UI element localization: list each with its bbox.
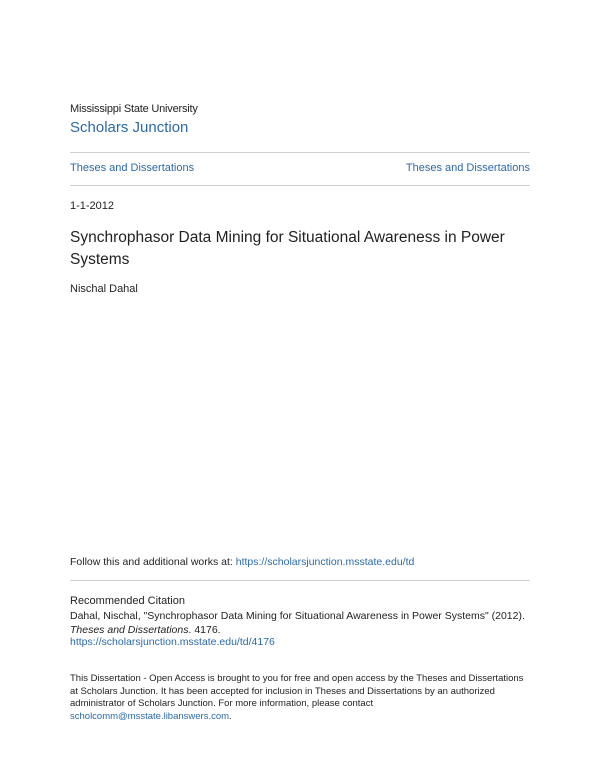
collection-link-right[interactable]: Theses and Dissertations [405,162,530,174]
author-name: Nischal Dahal [70,283,138,295]
follow-url-link[interactable]: https://scholarsjunction.msstate.edu/td [235,556,415,568]
citation-number: . 4176. [188,624,221,636]
access-notice [70,673,530,723]
contact-email-link[interactable]: scholcomm@msstate.libanswers.com [70,710,230,722]
citation-text [70,609,530,637]
institution-name: Mississippi State University [70,103,198,115]
follow-text: Follow this and additional works at: [70,556,236,568]
divider [70,152,530,153]
notice-text: This Dissertation - Open Access is brought to you for free and open access by the Theses and Dissertations at Scholars Junction. It has been accepted for inclusion in Theses and Dissertations by an authorized administrator of Scholars Junction. For more information, please contact [70,673,524,709]
cover-page [70,0,530,776]
notice-end: . [229,710,232,722]
divider [70,580,530,581]
divider [70,185,530,186]
recommended-citation-heading: Recommended Citation [70,595,185,607]
publication-date: 1-1-2012 [70,200,115,212]
citation-body: Dahal, Nischal, "Synchrophasor Data Mining for Situational Awareness in Power Systems" (2012). [70,610,525,622]
collection-link-left[interactable]: Theses and Dissertations [70,162,195,174]
follow-line [70,556,414,568]
citation-journal: Theses and Dissertations [70,624,189,636]
document-title: Synchrophasor Data Mining for Situational Awareness in Power Systems [70,229,505,268]
citation-url-link[interactable]: https://scholarsjunction.msstate.edu/td/4176 [70,636,275,648]
repository-link[interactable]: Scholars Junction [70,119,189,136]
